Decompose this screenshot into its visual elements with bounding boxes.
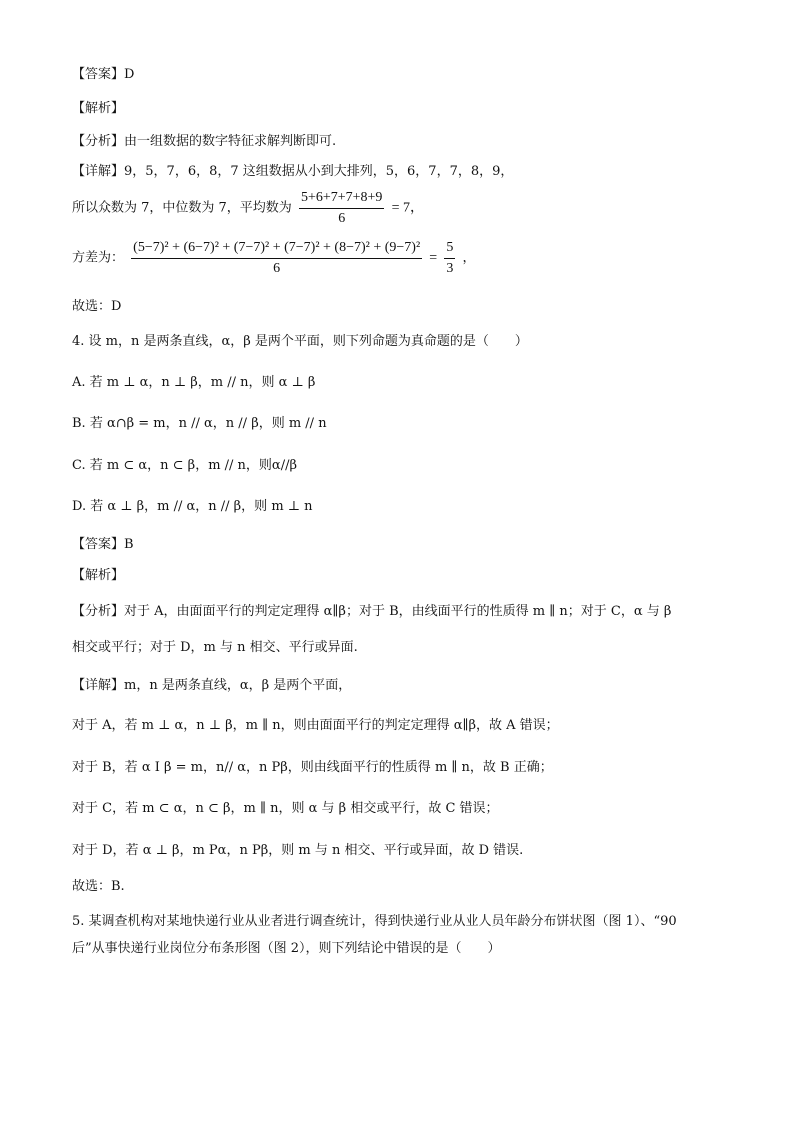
detail-text-1: 【详解】9，5，7，6，8，7 这组数据从小到大排列，5，6，7，7，8，9， <box>72 164 514 179</box>
question-5-stem-b: 后”从事快递行业岗位分布条形图（图 2），则下列结论中错误的是（ ） <box>72 941 501 956</box>
variance-prefix: 方差为： <box>72 250 125 266</box>
question-4-option-b: B. 若 α∩β = m，n // α，n // β，则 m // n <box>72 416 327 431</box>
question-4-stem: 4. 设 m，n 是两条直线，α，β 是两个平面，则下列命题为真命题的是（ ） <box>72 334 528 349</box>
mean-formula-line <box>72 189 424 228</box>
analysis-text-2b: 相交或平行；对于 D，m 与 n 相交、平行或异面. <box>72 640 358 655</box>
analysis-label-2: 【解析】 <box>72 568 125 583</box>
mean-suffix: = 7， <box>391 200 424 216</box>
analysis-label-1: 【解析】 <box>72 101 125 116</box>
question-5-stem-a: 5. 某调查机构对某地快递行业从业者进行调查统计，得到快递行业从业人员年龄分布饼状图（图 1）、“90 <box>72 914 677 929</box>
variance-result-denominator: 3 <box>446 261 454 276</box>
detail-text-2: 【详解】m，n 是两条直线，α，β 是两个平面， <box>72 678 352 693</box>
detail-case-c: 对于 C，若 m ⊂ α，n ⊂ β，m ∥ n，则 α 与 β 相交或平行，故 C 错误； <box>72 801 499 816</box>
variance-result-numerator: 5 <box>444 239 455 259</box>
variance-equals: = <box>429 250 438 266</box>
answer-label-2: 【答案】B <box>72 537 134 552</box>
variance-result-fraction <box>444 239 455 278</box>
answer-label-1: 【答案】D <box>72 67 135 82</box>
question-4-option-d: D. 若 α ⊥ β，m // α，n // β，则 m ⊥ n <box>72 499 313 514</box>
mean-fraction <box>299 189 384 228</box>
analysis-text-2a: 【分析】对于 A，由面面平行的判定定理得 α∥β；对于 B，由线面平行的性质得 m ∥ n；对于 C，α 与 β <box>72 604 672 619</box>
variance-numerator: (5−7)² + (6−7)² + (7−7)² + (7−7)² + (8−7)² + (9−7)² <box>131 239 422 259</box>
detail-case-b: 对于 B，若 α I β = m，n// α，n Pβ，则由线面平行的性质得 m ∥ n，故 B 正确； <box>72 760 553 775</box>
question-4-option-c: C. 若 m ⊂ α，n ⊂ β，m // n，则α//β <box>72 458 297 473</box>
mean-denominator: 6 <box>338 211 346 226</box>
variance-formula-line <box>72 239 475 278</box>
variance-denominator: 6 <box>273 261 281 276</box>
variance-fraction <box>131 239 422 278</box>
detail-case-a: 对于 A，若 m ⊥ α，n ⊥ β，m ∥ n，则由面面平行的判定定理得 α∥β，故 A 错误； <box>72 718 559 733</box>
analysis-text-1: 【分析】由一组数据的数字特征求解判断即可. <box>72 134 337 149</box>
variance-suffix: ， <box>462 250 476 266</box>
choose-b: 故选：B. <box>72 879 125 894</box>
mean-prefix: 所以众数为 7，中位数为 7，平均数为 <box>72 200 292 216</box>
choose-d: 故选：D <box>72 299 122 314</box>
detail-case-d: 对于 D，若 α ⊥ β，m Pα，n Pβ，则 m 与 n 相交、平行或异面，故 D 错误. <box>72 843 524 858</box>
question-4-option-a: A. 若 m ⊥ α，n ⊥ β，m // n，则 α ⊥ β <box>72 375 316 390</box>
mean-numerator: 5+6+7+7+8+9 <box>299 189 384 209</box>
